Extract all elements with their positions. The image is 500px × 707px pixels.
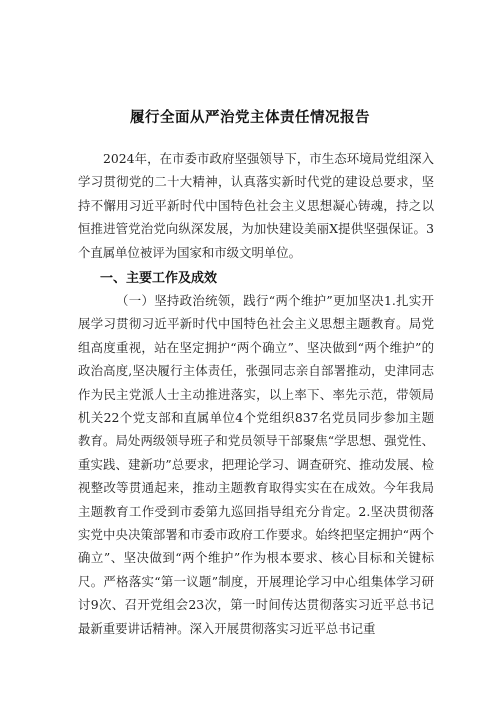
- section-heading: 一、主要工作及成效: [100, 271, 218, 286]
- intro-paragraph: 2024年，在市委市政府坚强领导下，市生态环境局党组深入学习贯彻党的二十大精神，认真落实新时代党的建设总要求，坚持不懈用习近平新时代中国特色社会主义思想凝心铸魂，持之以恒推进管党治党向纵深发展，为加快建设美丽X提供坚强保证。3个直属单位被评为国家和市级文明单位。: [78, 151, 434, 260]
- document-title: 履行全面从严治党主体责任情况报告: [130, 109, 370, 126]
- section-paragraph: （一）坚持政治统领，践行“两个维护”更加坚决1.扎实开展学习贯彻习近平新时代中国特色社会主义思想主题教育。局党组高度重视，站在坚定拥护“两个确立”、坚决做到“两个维护”的政治高度,坚决履行主体责任，张强同志亲自部署推动，史津同志作为民主党派人士主动推进落实，以上率下、率先示范，带领局机关22个党支部和直属单位4个党组织837名党员同步参加主题教育。局处两级领导班子和党员领导干部聚焦“学思想、强党性、重实践、建新功”总要求，把理论学习、调查研究、推动发展、检视整改等贯通起来，推动主题教育取得实实在在成效。今年我局主题教育工作受到市委第九巡回指导组充分肯定。2.坚决贯彻落实党中央决策部署和市委市政府工作要求。始终把坚定拥护“两个确立”、坚决做到“两个维护”作为根本要求、核心目标和关键标尺。严格落实“第一议题”制度，开展理论学习中心组集体学习研讨9次、召开党组会23次，第一时间传达贯彻落实习近平总书记最新重要讲话精神。深入开展贯彻落实习近平总书记重: [78, 293, 434, 636]
